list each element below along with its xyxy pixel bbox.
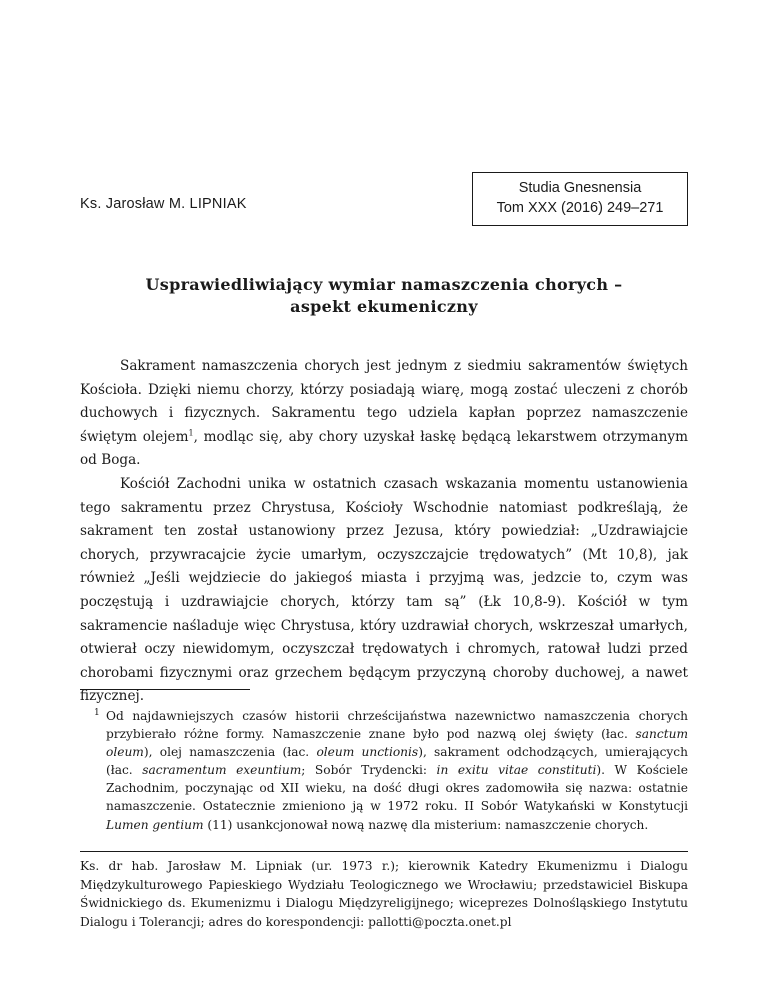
footnote-text-2: ), olej namaszczenia (łac. [143,745,317,760]
paragraph-1 [80,355,688,473]
article-title-line-2: aspekt ekumeniczny [290,297,478,316]
footnote-text-6: (11) usankcjonował nową nazwę dla misterium: namaszczenie chorych. [203,817,649,832]
author-bio-divider [80,851,688,852]
journal-volume: Tom XXX (2016) 249–271 [496,200,664,216]
footnote-divider [80,689,250,690]
footnote-mark: 1 [94,708,100,718]
article-title-line-1: Usprawiedliwiający wymiar namaszczenia chorych – [145,275,623,294]
paragraph-1-text-a: Sakrament namaszczenia chorych jest jednym z siedmiu sakramentów świętych Kościoła. Dzięki niemu chorzy, którzy posiadają wiarę, mogą zostać uleczeni z chorób duchowych i fizycznych. Sakramentu tego udziela kapłan poprzez namaszczenie świętym olejem [80,358,688,445]
footnote-text-5: ). W Kościele Zachodnim, poczynając od XII wieku, na dość długi okres zadomowiła się nazwa: ostatnie namaszczenie. Ostatecznie zmieniono ją w 1972 roku. II Sobór Watykański w Konstytucji [106,763,688,814]
article-title [80,274,688,318]
footnote-text-3: ), sakrament odchodzących, umierających (łac. [106,745,688,778]
paragraph-1-text-b: , modląc się, aby chory uzyskał łaskę będącą lekarstwem otrzymanym od Boga. [80,428,688,469]
author-bio: Ks. dr hab. Jarosław M. Lipniak (ur. 1973 r.); kierownik Katedry Ekumenizmu i Dialogu Międzykulturowego Papieskiego Wydziału Teologicznego we Wrocławiu; przedstawiciel Biskupa Świdnickiego ds. Ekumenizmu i Dialogu Międzyreligijnego; wiceprezes Dolnośląskiego Instytutu Dialogu i Tolerancji; adres do korespondencji: pallotti@poczta.onet.pl [80,859,688,929]
footnote-1 [94,707,688,834]
journal-name: Studia Gnesnensia [518,180,642,196]
footnote-reference[interactable]: 1 [188,428,194,438]
footnote-latin-2: oleum unctionis [316,745,419,760]
journal-citation-box [472,172,688,226]
author-name: Ks. Jarosław M. LIPNIAK [80,196,247,212]
article-body [80,355,688,709]
footnote-text-1: Od najdawniejszych czasów historii chrześcijaństwa nazewnictwo namaszczenia chorych przybierało różne formy. Namaszczenie znane było pod nazwą olej święty (łac. [106,709,688,742]
footnote-latin-4: in exitu vitae constituti [436,763,597,778]
footnote-text-4: ; Sobór Trydencki: [301,763,437,778]
footnote-latin-3: sacramentum exeuntium [142,763,302,778]
footnote-title-lumen-gentium: Lumen gentium [106,817,204,832]
paragraph-2: Kościół Zachodni unika w ostatnich czasach wskazania momentu ustanowienia tego sakramentu przez Chrystusa, Kościoły Wschodnie natomiast podkreślają, że sakrament ten został ustanowiony przez Jezusa, który powiedział: „Uzdrawiajcie chorych, przywracajcie życie umarłym, oczyszczajcie trędowatych” (Mt 10,8), jak również „Jeśli wejdziecie do jakiegoś miasta i przyjmą was, jedzcie to, czym was poczęstują i uzdrawiajcie chorych, którzy tam są” (Łk 10,8-9). Kościół w tym sakramencie naśladuje więc Chrystusa, który uzdrawiał chorych, wskrzeszał umarłych, otwierał oczy niewidomym, oczyszczał trędowatych i chromych, ratował ludzi przed chorobami fizycznymi oraz grzechem będącym przyczyną choroby duchowej, a nawet fizycznej. [80,475,688,705]
footnote-latin-1: sanctum oleum [106,727,688,760]
